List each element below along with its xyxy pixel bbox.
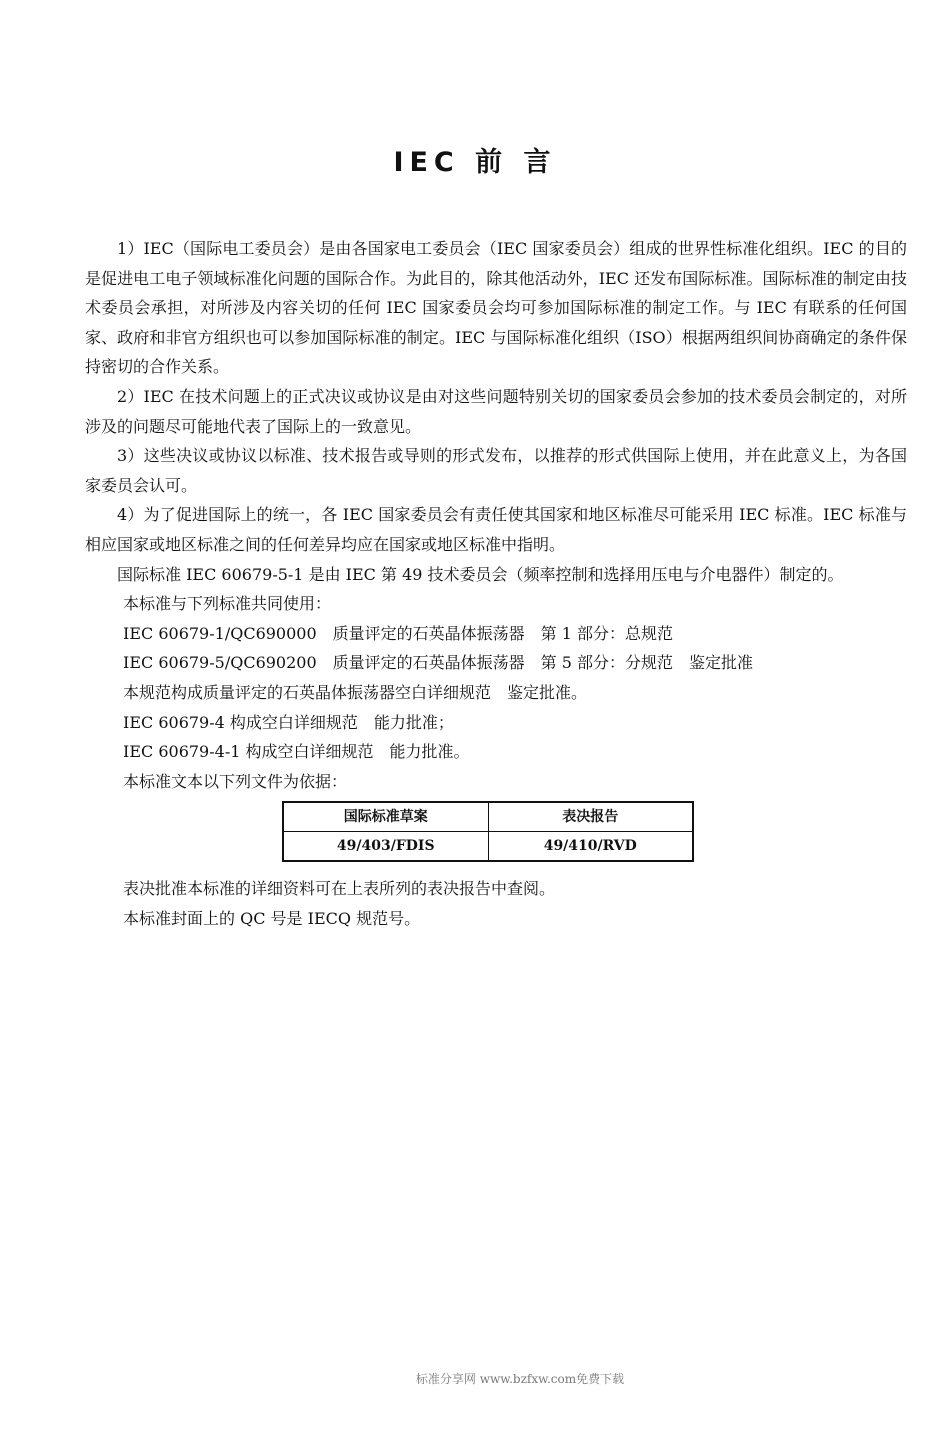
related-standard-3: IEC 60679-4 构成空白详细规范 能力批准； [123,712,454,732]
voting-details-line: 表决批准本标准的详细资料可在上表所列的表决报告中查阅。 [123,879,556,899]
table-cell-rvd: 49/410/RVD [488,832,693,862]
table-header-row [283,802,693,832]
paragraph-1: 1）IEC（国际电工委员会）是由各国家电工委员会（IEC 国家委员会）组成的世界性标准化组织。IEC 的目的是促进电工电子领域标准化问题的国际合作。为此目的，除其他活动外，IEC 还发布国际标准。国际标准的制定由技术委员会承担，对所涉及内容关切的任何 IEC 国家委员会均可参加国际标准的制定工作。与 IEC 有联系的任何国家、政府和非官方组织也可以参加国际标准的制定。IEC 与国际标准化组织（ISO）根据两组织间协商确定的条件保持密切的合作关系。 [85,239,907,377]
related-standard-4: IEC 60679-4-1 构成空白详细规范 能力批准。 [123,742,470,762]
page-title: IEC 前 言 [393,147,557,178]
paragraph-2: 2）IEC 在技术问题上的正式决议或协议是由对这些问题特别关切的国家委员会参加的技术委员会制定的，对所涉及的问题尽可能地代表了国际上的一致意见。 [85,386,907,436]
paragraph-4: 4）为了促进国际上的统一，各 IEC 国家委员会有责任使其国家和地区标准尽可能采用 IEC 标准。IEC 标准与相应国家或地区标准之间的任何差异均应在国家或地区标准中指明。 [85,505,907,554]
table-cell-fdis: 49/403/FDIS [283,832,488,862]
foreword-body [85,234,907,933]
table-header-fdis: 国际标准草案 [283,802,488,832]
spec-scope-line: 本规范构成质量评定的石英晶体振荡器空白详细规范 鉴定批准。 [123,682,588,702]
table-header-rvd: 表决报告 [488,802,693,832]
basis-documents-intro: 本标准文本以下列文件为依据： [123,771,348,791]
related-standard-1: IEC 60679-1/QC690000 质量评定的石英晶体振荡器 第 1 部分：总规范 [123,623,673,643]
qc-number-line: 本标准封面上的 QC 号是 IECQ 规范号。 [123,908,421,928]
table-row [283,832,693,862]
related-standards-intro: 本标准与下列标准共同使用： [123,594,332,614]
basis-documents-table [282,801,694,862]
footer-watermark: 标准分享网 www.bzfxw.com免费下载 [415,1372,625,1386]
related-standard-2: IEC 60679-5/QC690200 质量评定的石英晶体振荡器 第 5 部分：分规范 鉴定批准 [123,653,753,673]
paragraph-5: 国际标准 IEC 60679-5-1 是由 IEC 第 49 技术委员会（频率控制和选择用压电与介电器件）制定的。 [117,564,844,584]
paragraph-3: 3）这些决议或协议以标准、技术报告或导则的形式发布，以推荐的形式供国际上使用，并在此意义上，为各国家委员会认可。 [85,446,907,495]
